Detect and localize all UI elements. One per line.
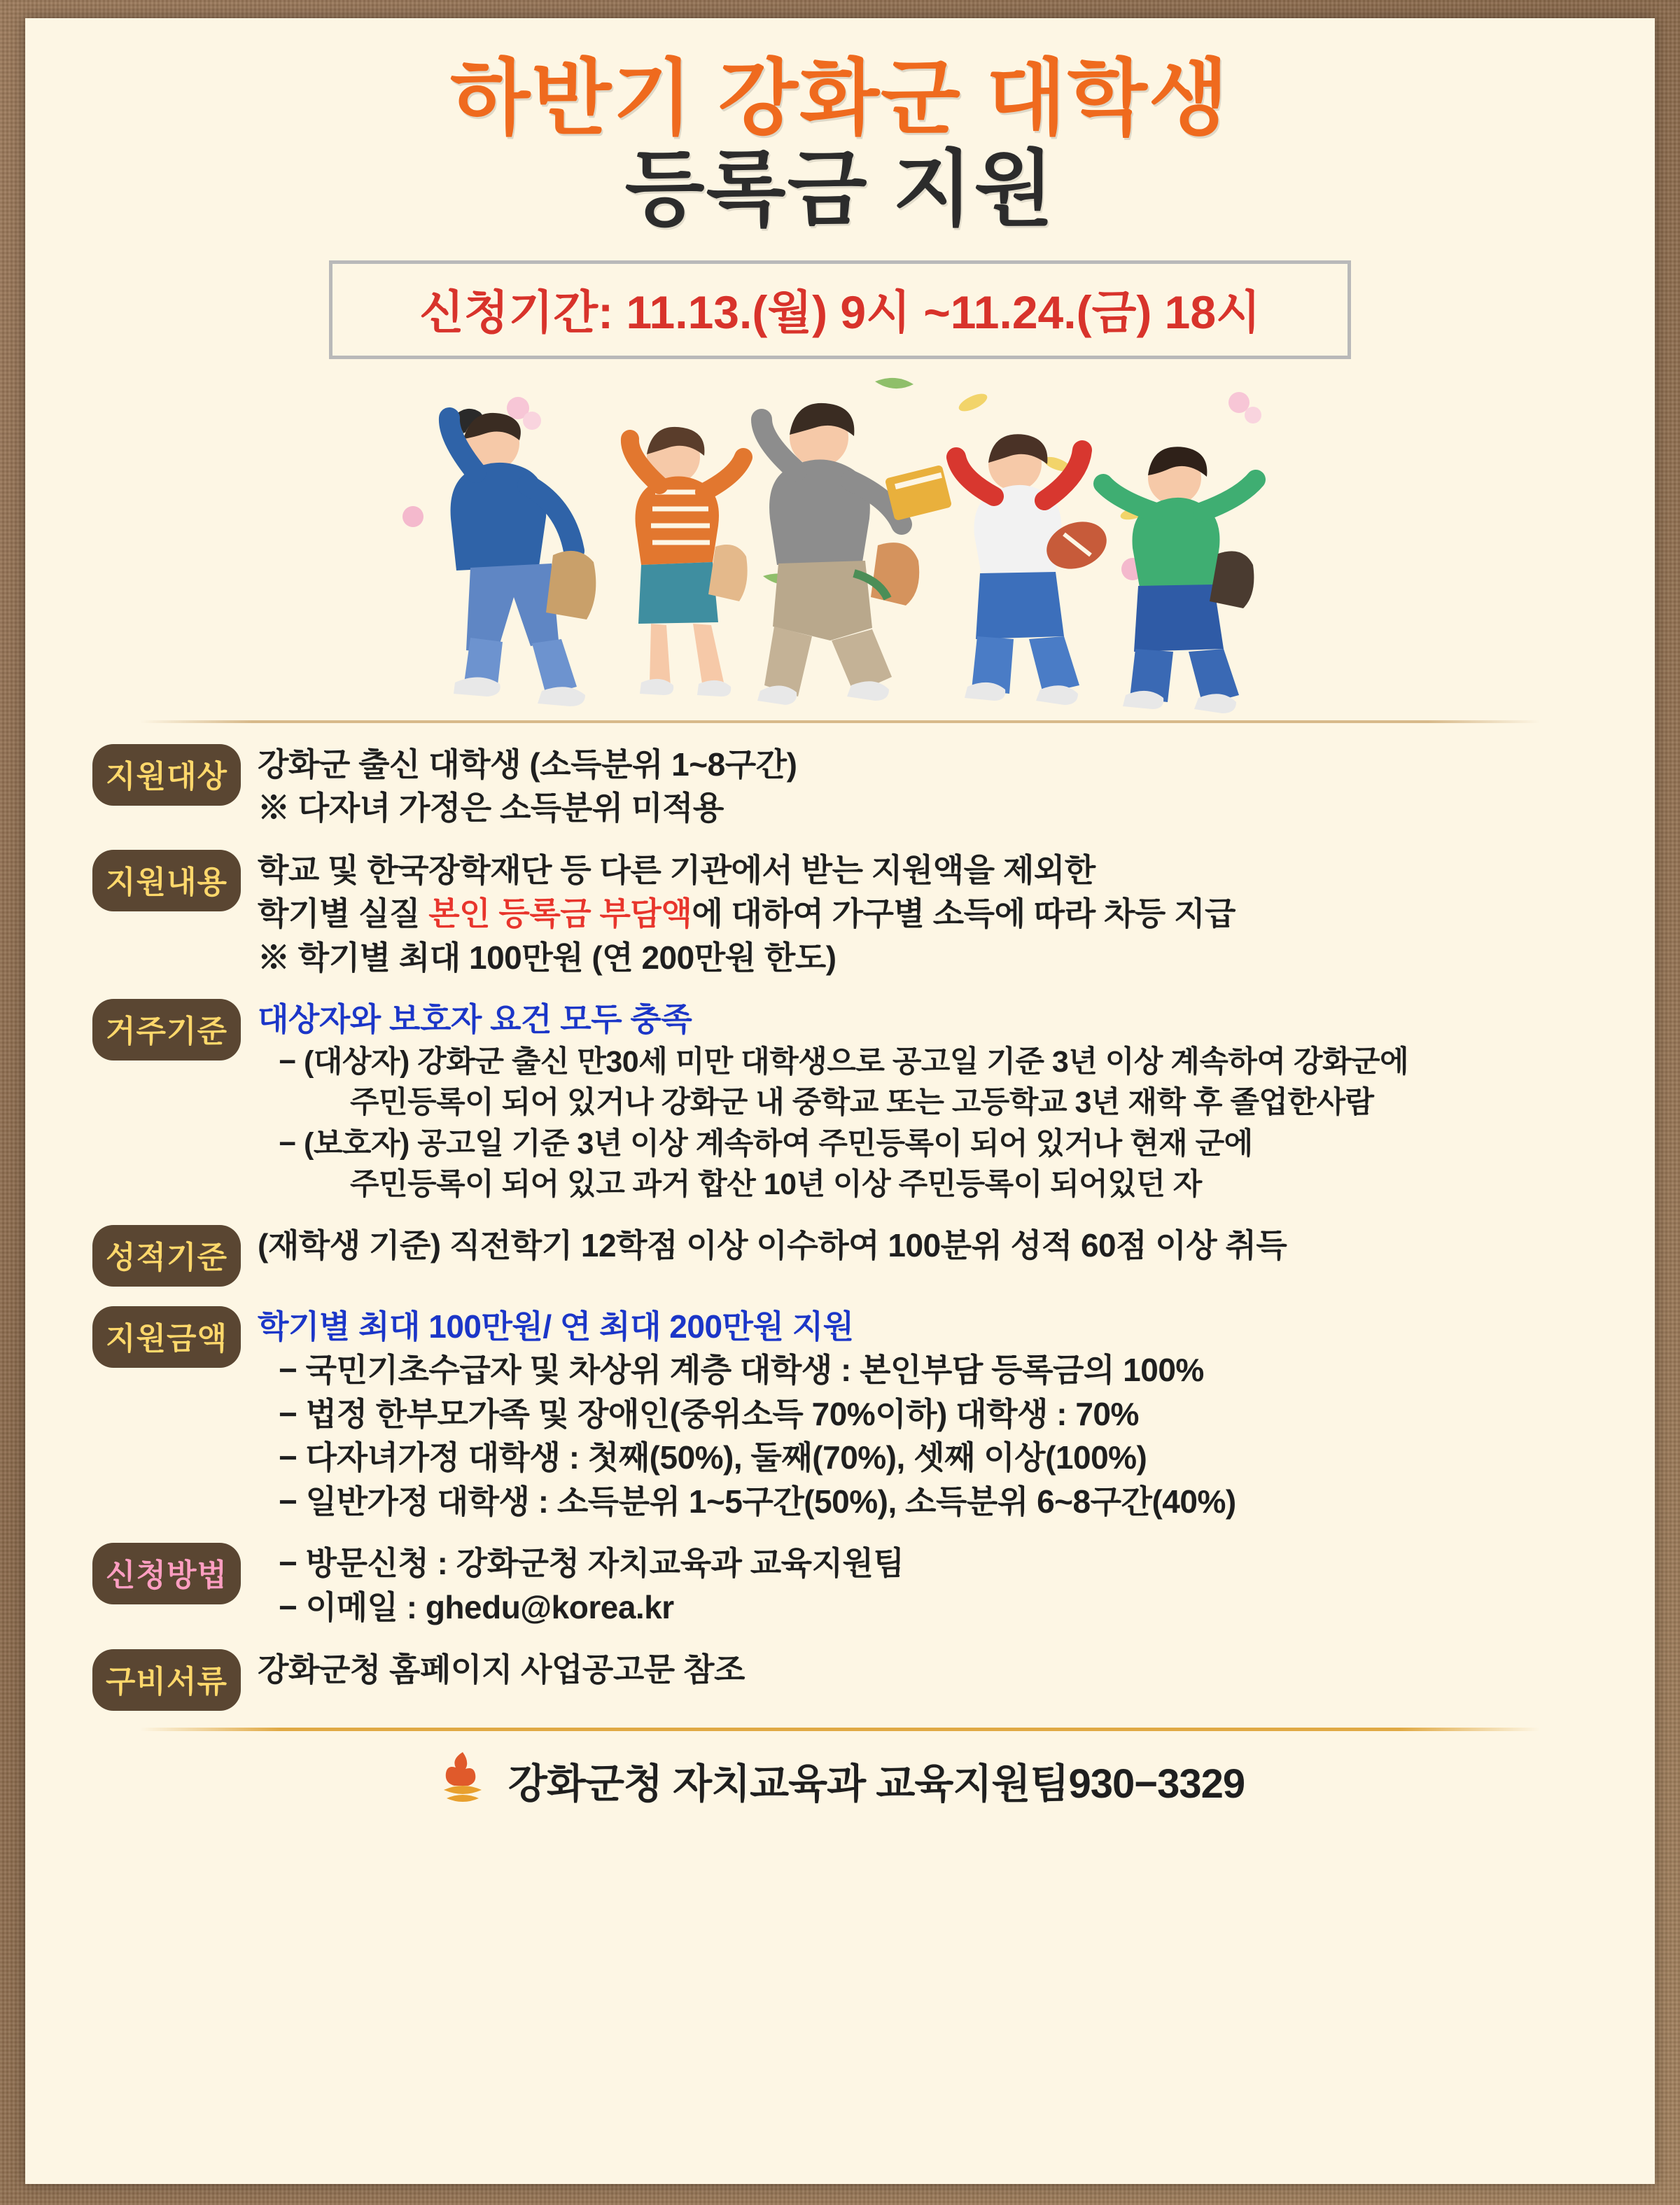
student-figure-4 <box>956 434 1113 705</box>
body-support-amount <box>258 1303 1614 1524</box>
text-line-email: − 이메일 : ghedu@korea.kr <box>279 1589 674 1626</box>
footer-divider <box>140 1728 1540 1731</box>
title-line-1: 하반기 강화군 대학생 <box>450 52 1230 145</box>
poster-content <box>59 723 1621 1711</box>
text-line: − (보호자) 공고일 기준 3년 이상 계속하여 주민등록이 되어 있거나 현재 군에 <box>279 1126 1253 1161</box>
text-line: 강화군청 홈페이지 사업공고문 참조 <box>258 1651 745 1688</box>
section-grade-criteria <box>92 1222 1614 1287</box>
section-required-documents <box>92 1646 1614 1711</box>
text-line: (재학생 기준) 직전학기 12학점 이상 이수하여 100분위 성적 60점 이상 취득 <box>258 1226 1287 1264</box>
application-period-text: 신청기간: 11.13.(월) 9시 ~11.24.(금) 18시 <box>419 286 1261 338</box>
section-residency-criteria <box>92 996 1614 1205</box>
text-line: − 일반가정 대학생 : 소득분위 1~5구간(50%), 소득분위 6~8구간(40%) <box>279 1483 1236 1520</box>
text-line: 강화군 출신 대학생 (소득분위 1~8구간) <box>258 746 797 783</box>
poster-title <box>59 42 1621 237</box>
section-application-method <box>92 1540 1614 1629</box>
text-line: − 국민기초수급자 및 차상위 계층 대학생 : 본인부담 등록금의 100% <box>279 1352 1204 1389</box>
tag-support-target: 지원대상 <box>92 744 241 806</box>
text-line: 주민등록이 되어 있고 과거 합산 10년 이상 주민등록이 되어있던 자 <box>350 1168 1202 1202</box>
student-figure-3 <box>757 403 952 705</box>
text-line: − 법정 한부모가족 및 장애인(중위소득 70%이하) 대학생 : 70% <box>279 1395 1139 1432</box>
students-illustration <box>59 366 1621 716</box>
tag-application-method: 신청방법 <box>92 1543 241 1604</box>
tag-residency-criteria: 거주기준 <box>92 999 241 1060</box>
body-application-method <box>258 1540 1614 1629</box>
body-residency-criteria <box>258 996 1614 1205</box>
footer-contact-text: 강화군청 자치교육과 교육지원팀930−3329 <box>507 1761 1245 1807</box>
section-support-amount <box>92 1303 1614 1524</box>
text-line: 학기별 최대 100만원/ 연 최대 200만원 지원 <box>258 1308 854 1345</box>
student-figure-2 <box>630 426 748 696</box>
text-line: 대상자와 보호자 요건 모두 충족 <box>258 1001 692 1038</box>
jumping-students-graphic <box>245 366 1435 716</box>
text-line: − (대상자) 강화군 출신 만30세 미만 대학생으로 공고일 기준 3년 이상 계속하여 강화군에 <box>279 1044 1409 1079</box>
text-before: 학기별 실질 <box>258 895 429 932</box>
tag-grade-criteria: 성적기준 <box>92 1225 241 1287</box>
poster-paper <box>25 18 1655 2184</box>
title-line-2: 등록금 지원 <box>624 144 1056 237</box>
body-grade-criteria <box>258 1222 1614 1268</box>
highlight-text: 본인 등록금 부담액 <box>428 895 692 932</box>
section-support-content <box>92 847 1614 980</box>
ganghwa-county-emblem-icon <box>435 1749 490 1812</box>
body-support-content <box>258 847 1614 980</box>
text-line: − 방문신청 : 강화군청 자치교육과 교육지원팀 <box>279 1545 904 1582</box>
section-support-target <box>92 741 1614 830</box>
text-line: 주민등록이 되어 있거나 강화군 내 중학교 또는 고등학교 3년 재학 후 졸업한사람 <box>350 1086 1374 1120</box>
text-line: ※ 다자녀 가정은 소득분위 미적용 <box>258 790 724 827</box>
tag-support-content: 지원내용 <box>92 850 241 911</box>
text-line: ※ 학기별 최대 100만원 (연 200만원 한도) <box>258 939 836 976</box>
tag-support-amount: 지원금액 <box>92 1306 241 1368</box>
poster-footer <box>59 1749 1621 1812</box>
text-line: 학교 및 한국장학재단 등 다른 기관에서 받는 지원액을 제외한 <box>258 851 1096 888</box>
student-figure-5 <box>1103 447 1256 713</box>
tag-required-documents: 구비서류 <box>92 1649 241 1711</box>
text-after: 에 대하여 가구별 소득에 따라 차등 지급 <box>692 895 1236 932</box>
text-line-highlight <box>258 892 1614 936</box>
body-required-documents <box>258 1646 1614 1692</box>
body-support-target <box>258 741 1614 830</box>
text-line: − 다자녀가정 대학생 : 첫째(50%), 둘째(70%), 셋째 이상(100%) <box>279 1439 1147 1476</box>
application-period-box <box>329 260 1351 359</box>
student-figure-1 <box>449 408 596 706</box>
